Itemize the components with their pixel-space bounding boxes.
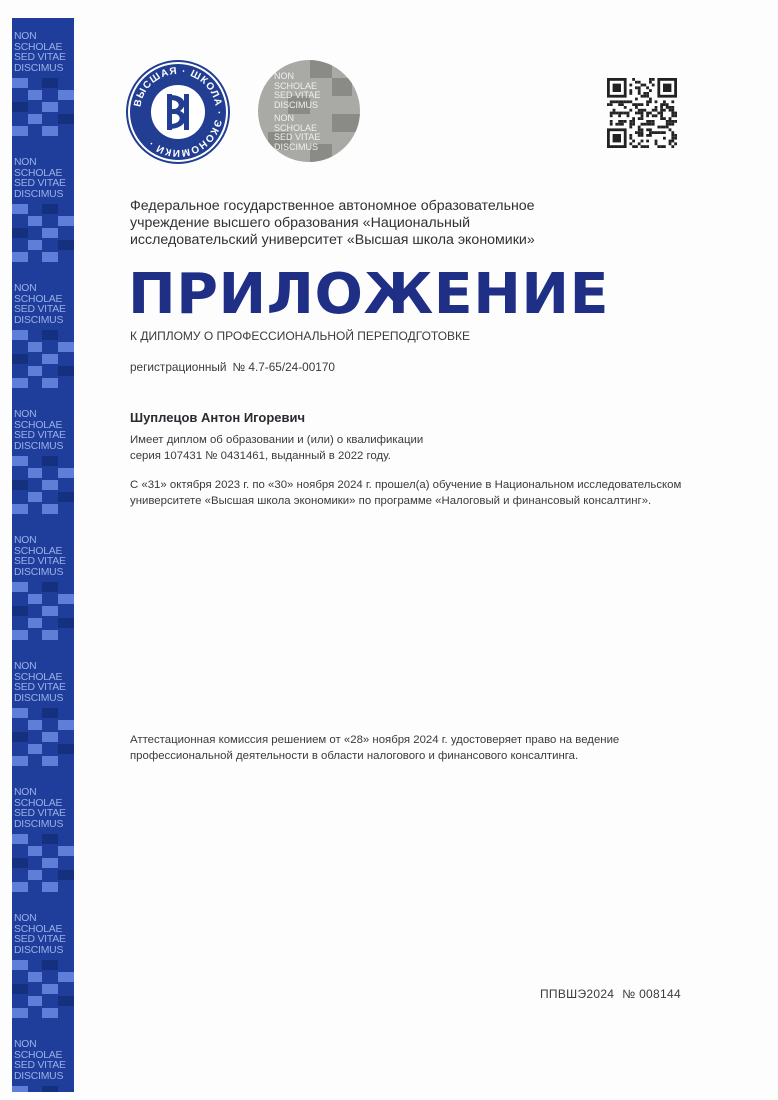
hse-logo bbox=[126, 60, 230, 164]
prior-diploma: Имеет диплом об образовании и (или) о квалификации серия 107431 № 0431461, выданный в 2022 году. bbox=[130, 434, 424, 462]
registration-label: регистрационный bbox=[130, 360, 227, 374]
form-serial: № 008144 bbox=[622, 987, 681, 1001]
registration-number: № 4.7-65/24-00170 bbox=[232, 360, 335, 374]
motto-seal: NON SCHOLAE SED VITAE DISCIMUS NON SCHOLAE SED VITAE DISCIMUS bbox=[258, 60, 360, 162]
document-subtitle: К ДИПЛОМУ О ПРОФЕССИОНАЛЬНОЙ ПЕРЕПОДГОТОВКЕ bbox=[130, 329, 471, 343]
training-period: С «31» октября 2023 г. по «30» ноября 2024 г. прошел(а) обучение в Национальном исследовательском университете «Высшая школа экономики» по программе «Налоговый и финансовый консалтинг». bbox=[130, 479, 682, 507]
institution-name: Федеральное государственное автономное образовательное учреждение высшего образования «Национальный исследовательский университет «Высшая школа экономики» bbox=[130, 198, 535, 248]
qr-code-icon bbox=[607, 78, 677, 148]
document-title: ПРИЛОЖЕНИЕ bbox=[128, 262, 610, 327]
form-series: ППВШЭ2024 bbox=[540, 987, 615, 1001]
registration bbox=[130, 360, 335, 374]
motto-stripe: NON SCHOLAE SED VITAE DISCIMUS NON SCHOLAE SED VITAE DISCIMUS NON SCHOLAE SED VITAE DISCIMUS NON SCHOLAE SED VITAE DISCIMUS NON SCHOLAE SED VITAE DISCIMUS NON SCHOLAE SED VITAE DISCIMUS NON SCHOLAE SED VITAE DISCIMUS NON SCHOLAE SED VITAE DISCIMUS NON SCHOLAE SED VITAE DISCIMUS bbox=[12, 18, 74, 1092]
hse-logo-ring-text: ВЫСШАЯ · ШКОЛА · ЭКОНОМИКИ · bbox=[132, 65, 225, 159]
recipient-name: Шуплецов Антон Игоревич bbox=[130, 410, 306, 425]
form-number bbox=[540, 987, 681, 1001]
certification-statement: Аттестационная комиссия решением от «28» ноября 2024 г. удостоверяет право на ведение профессиональной деятельности в области налогового и финансового консалтинга. bbox=[130, 734, 620, 762]
